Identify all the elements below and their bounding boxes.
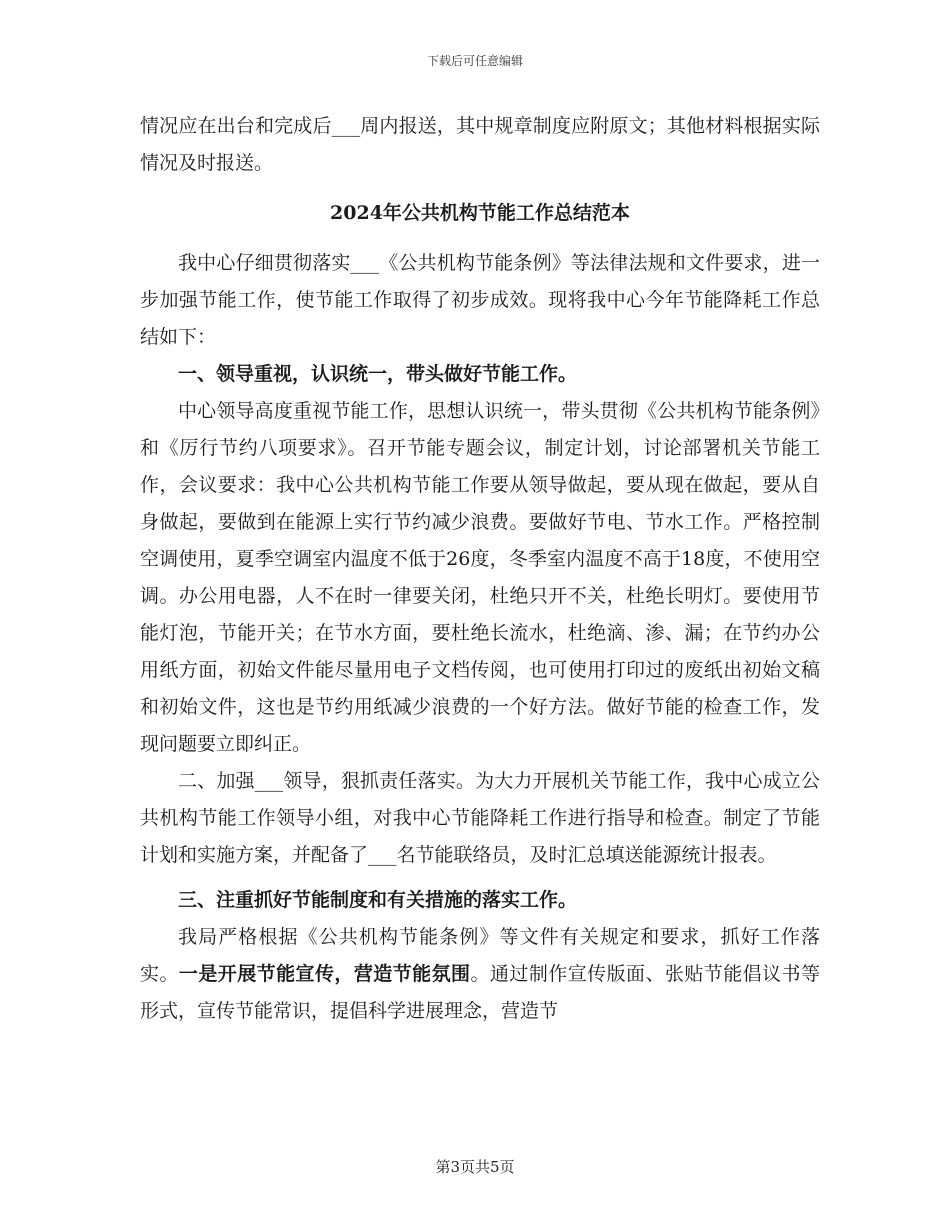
intro-paragraph: 情况应在出台和完成后___周内报送，其中规章制度应附原文；其他材料根据实际情况及时报送。 bbox=[140, 115, 820, 174]
paragraph-3: 二、加强___领导，狠抓责任落实。为大力开展机关节能工作，我中心成立公共机构节能工作领导小组，对我中心节能降耗工作进行指导和检查。制定了节能计划和实施方案，并配备了___名节能联络员，及时汇总填送能源统计报表。 bbox=[140, 770, 820, 866]
document-title: 2024年公共机构节能工作总结范本 bbox=[330, 202, 630, 224]
paragraph-2: 中心领导高度重视节能工作，思想认识统一，带头贯彻《公共机构节能条例》和《厉行节约八项要求》。召开节能专题会议，制定计划，讨论部署机关节能工作，会议要求：我中心公共机构节能工作要从领导做起，要从现在做起，要从自身做起，要做到在能源上实行节约减少浪费。要做好节电、节水工作。严格控制空调使用，夏季空调室内温度不低于26度，冬季室内温度不高于18度，不使用空调。办公用电器，人不在时一律要关闭，杜绝只开不关，杜绝长明灯。要使用节能灯泡，节能开关；在节水方面，要杜绝长流水，杜绝滴、渗、漏；在节约办公用纸方面，初始文件能尽量用电子文档传阅，也可使用打印过的废纸出初始文稿和初始文件，这也是节约用纸减少浪费的一个好方法。做好节能的检查工作，发现问题要立即纠正。 bbox=[140, 400, 820, 755]
page-footer: 第3页共5页 bbox=[435, 1158, 515, 1176]
section-heading-3: 三、注重抓好节能制度和有关措施的落实工作。 bbox=[178, 889, 578, 911]
paragraph-1: 我中心仔细贯彻落实___《公共机构节能条例》等法律法规和文件要求，进一步加强节能工作，使节能工作取得了初步成效。现将我中心今年节能降耗工作总结如下： bbox=[140, 252, 820, 348]
paragraph-4-text-a: 我局严格根据《公共机构节能条例》等文件有关规定和要求，抓好工作落实。 bbox=[140, 926, 820, 985]
paragraph-4-bold-text: 一是开展节能宣传，营造节能氛围 bbox=[178, 963, 471, 985]
paragraph-4 bbox=[140, 919, 820, 1030]
document-body bbox=[140, 108, 820, 1030]
page-header: 下载后可任意编辑 bbox=[426, 54, 523, 68]
section-heading-1: 一、领导重视，认识统一，带头做好节能工作。 bbox=[178, 363, 578, 385]
paragraph-4-text-b: 。通过制作宣传版面、张贴节能倡议书等形式，宣传节能常识，提倡科学进展理念，营造节 bbox=[140, 963, 820, 1022]
